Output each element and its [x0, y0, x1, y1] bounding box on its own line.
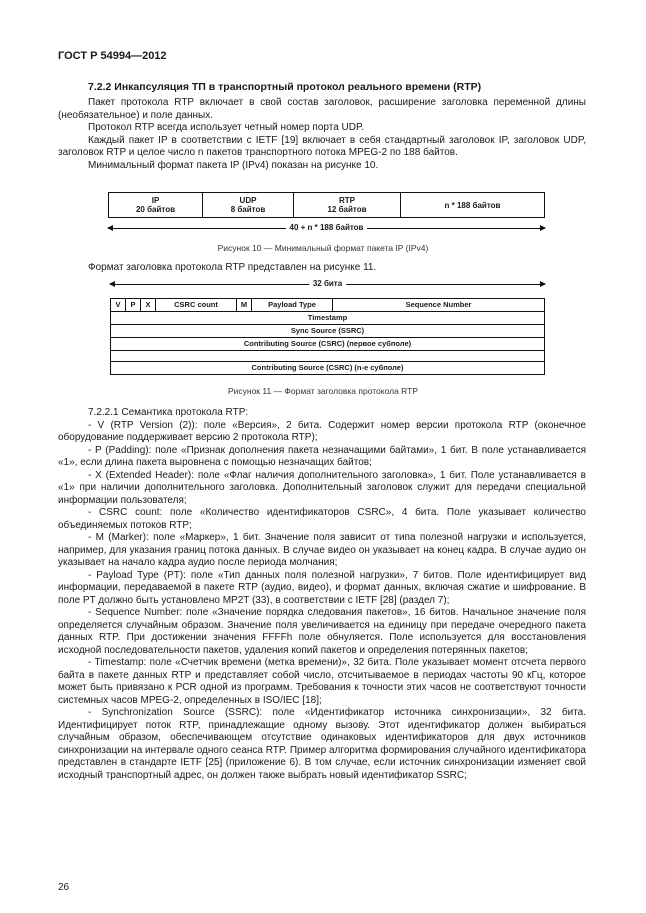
field-v: V — [111, 299, 126, 311]
cell-name: UDP — [239, 196, 257, 205]
paragraph: - Timestamp: поле «Счетчик времени (метка времени)», 32 бита. Поле указывает момент отсчета первого байта в пакете данных RTP и представляет собой число, отсчитываемое в периодах частоты 90 кГц, которое может быть привязано к PCR одной из программ. Требования к точности этих часов не соответствуют точности системных часов MPEG-2, определенных в ISO/IEC [18]; — [58, 657, 586, 706]
figure11-intro — [58, 262, 586, 275]
figure10-caption: Рисунок 10 — Минимальный формат пакета IP (IPv4) — [217, 243, 429, 253]
figure11-caption: Рисунок 11 — Формат заголовка протокола RTP — [227, 386, 419, 396]
arrow-left-icon — [107, 225, 113, 231]
paragraph: Протокол RTP всегда использует четный номер порта UDP. — [88, 122, 365, 133]
width-arrow — [110, 279, 545, 289]
document-header: ГОСТ Р 54994—2012 — [58, 50, 167, 62]
field-m: M — [237, 299, 252, 311]
field-ssrc: Sync Source (SSRC) — [290, 326, 365, 335]
total-length-arrow — [108, 223, 545, 233]
cell-size: 12 байтов — [327, 205, 367, 214]
intro-paragraphs — [58, 97, 586, 172]
header-row-timestamp — [111, 312, 544, 325]
field-timestamp: Timestamp — [307, 313, 348, 322]
field-payload-type: Payload Type — [252, 299, 333, 311]
paragraph: - Sequence Number: поле «Значение порядка следования пакетов», 16 битов. Начальное значение поля определяется случайным образом. Значение поля увеличивается на единицу при передаче очередного пакета данных RTP. При достижении значения FFFFh поле обнуляется. Поле используется для восстановления исходной последовательности пакетов, удаления копий пакетов и определения потерянных пакетов; — [58, 607, 586, 656]
cell-name: IP — [151, 196, 160, 205]
field-csrc-n: Contributing Source (CSRC) (n-е субполе) — [251, 363, 404, 372]
field-x: X — [141, 299, 156, 311]
udp-cell — [203, 193, 294, 217]
cell-name: RTP — [339, 196, 355, 205]
paragraph: Минимальный формат пакета IP (IPv4) показан на рисунке 10. — [88, 159, 379, 171]
semantics-section — [58, 407, 586, 782]
payload-cell — [401, 193, 544, 217]
paragraph: - V (RTP Version (2)): поле «Версия», 2 бита. Содержит номер версии протокола RTP (оконечное оборудование поддерживает версию 2 протокола RTP); — [58, 419, 586, 443]
header-row-1 — [111, 299, 544, 312]
paragraph: - Synchronization Source (SSRC): поле «Идентификатор источника синхронизации», 32 бита. Идентифицирует поток RTP, принадлежащие одному вызову. Этот идентификатор должен выбираться случайным образом, обеспечивающем отсутствие одинаковых идентификаторов для двух источников синхронизации на интервале одного сеанса RTP. Пример алгоритма формирования случайного идентификатора представлен в стандарте IETF [25] (приложение 6). В том случае, если источник синхронизации изменяет свой исходный транспортный адрес, он должен также выбрать новый идентификатор SSRC; — [58, 707, 586, 781]
section-title: 7.2.2 Инкапсуляция ТП в транспортный протокол реального времени (RTP) — [88, 81, 482, 93]
ip-cell — [109, 193, 203, 217]
rtp-header-diagram — [110, 298, 545, 375]
paragraph: - X (Extended Header): поле «Флаг наличия дополнительного заголовка», 1 бит. Поле устанавливается в «1» при наличии дополнительного заголовка. Дополнительный заголовок служит для передачи специальной информации пользователя; — [58, 469, 586, 506]
field-csrc-count: CSRC count — [156, 299, 237, 311]
field-p: P — [126, 299, 141, 311]
width-label: 32 бита — [309, 279, 346, 289]
paragraph: Пакет протокола RTP включает в свой состав заголовок, расширение заголовка переменной длины (необязательное) и поле данных. — [58, 97, 586, 121]
paragraph: - P (Padding): поле «Признак дополнения пакета незначащими байтами», 1 бит. В поле устанавливается «1», если длина пакета выровнена с помощью незначащих байтов; — [58, 444, 586, 468]
header-row-ssrc — [111, 325, 544, 338]
header-row-csrc-n — [111, 362, 544, 374]
page-number: 26 — [58, 882, 70, 893]
rtp-cell — [294, 193, 401, 217]
cell-name: n * 188 байтов — [444, 200, 501, 210]
paragraph: 7.2.2.1 Семантика протокола RTP: — [88, 407, 249, 418]
field-sequence-number: Sequence Number — [405, 300, 472, 309]
paragraph: Каждый пакет IP в соответствии с IETF [19] включает в себя стандартный заголовок IP, заголовок UDP, заголовок RTP и целое число n пакетов транспортного потока MPEG-2 по 188 байтов. — [58, 134, 587, 158]
paragraph: Формат заголовка протокола RTP представлен на рисунке 11. — [88, 262, 377, 273]
field-csrc-first: Contributing Source (CSRC) (первое субполе) — [243, 339, 412, 348]
paragraph: - M (Marker): поле «Маркер», 1 бит. Значение поля зависит от типа полезной нагрузки и используется, например, для указания границ потока данных. В случае видео он указывает на конец кадра. В случае аудио он указывает на начало кадра аудио после периода молчания; — [58, 532, 586, 568]
header-row-gap — [111, 351, 544, 362]
total-length-label: 40 + n * 188 байтов — [286, 223, 368, 233]
cell-size: 8 байтов — [230, 205, 266, 214]
cell-size: 20 байтов — [135, 205, 176, 214]
header-row-csrc-first — [111, 338, 544, 351]
paragraph: - Payload Type (PT): поле «Тип данных поля полезной нагрузки», 7 битов. Поле идентифицирует вид информации, передаваемой в пакете RTP (аудио, видео), и формат данных, включая сжатие и шифрование. В поле PT должно быть установлено MP2T (33), в соответствии с IETF [28] (раздел 7); — [58, 569, 586, 606]
field-gap — [111, 351, 544, 361]
arrow-right-icon — [540, 281, 546, 287]
arrow-right-icon — [540, 225, 546, 231]
arrow-left-icon — [109, 281, 115, 287]
paragraph: - CSRC count: поле «Количество идентификаторов CSRC», 4 бита. Поле указывает количество объединяемых потоков RTP; — [58, 507, 586, 531]
ip-packet-diagram — [108, 192, 545, 218]
